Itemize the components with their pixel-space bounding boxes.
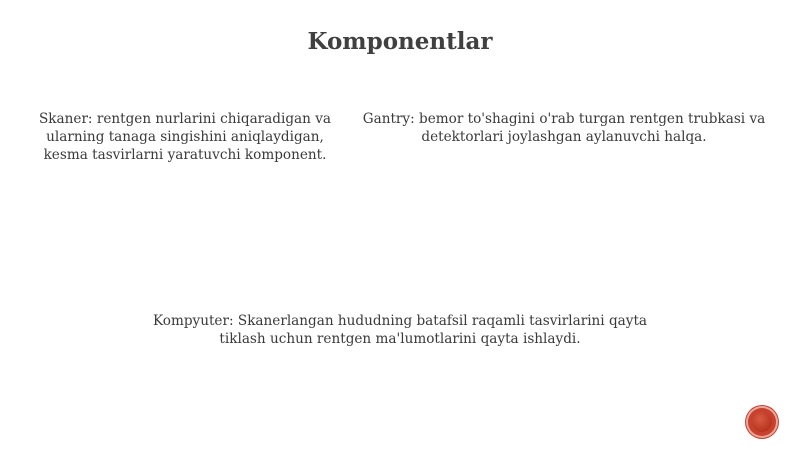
skaner-description: Skaner: rentgen nurlarini chiqaradigan va ularning tanaga singishini aniqlaydigan, kesma tasvirlarni yaratuvchi komponent. <box>38 111 331 163</box>
gantry-description: Gantry: bemor to'shagini o'rab turgan rentgen trubkasi va detektorlari joylashgan aylanuvchi halqa. <box>362 111 766 145</box>
slide-nav-button[interactable] <box>748 408 776 436</box>
kompyuter-description: Kompyuter: Skanerlangan hududning batafsil raqamli tasvirlarini qayta tiklash uchun rentgen ma'lumotlarini qayta ishlaydi. <box>152 313 648 347</box>
slide-title: Komponentlar <box>307 28 493 55</box>
circle-nav-icon <box>752 412 772 432</box>
